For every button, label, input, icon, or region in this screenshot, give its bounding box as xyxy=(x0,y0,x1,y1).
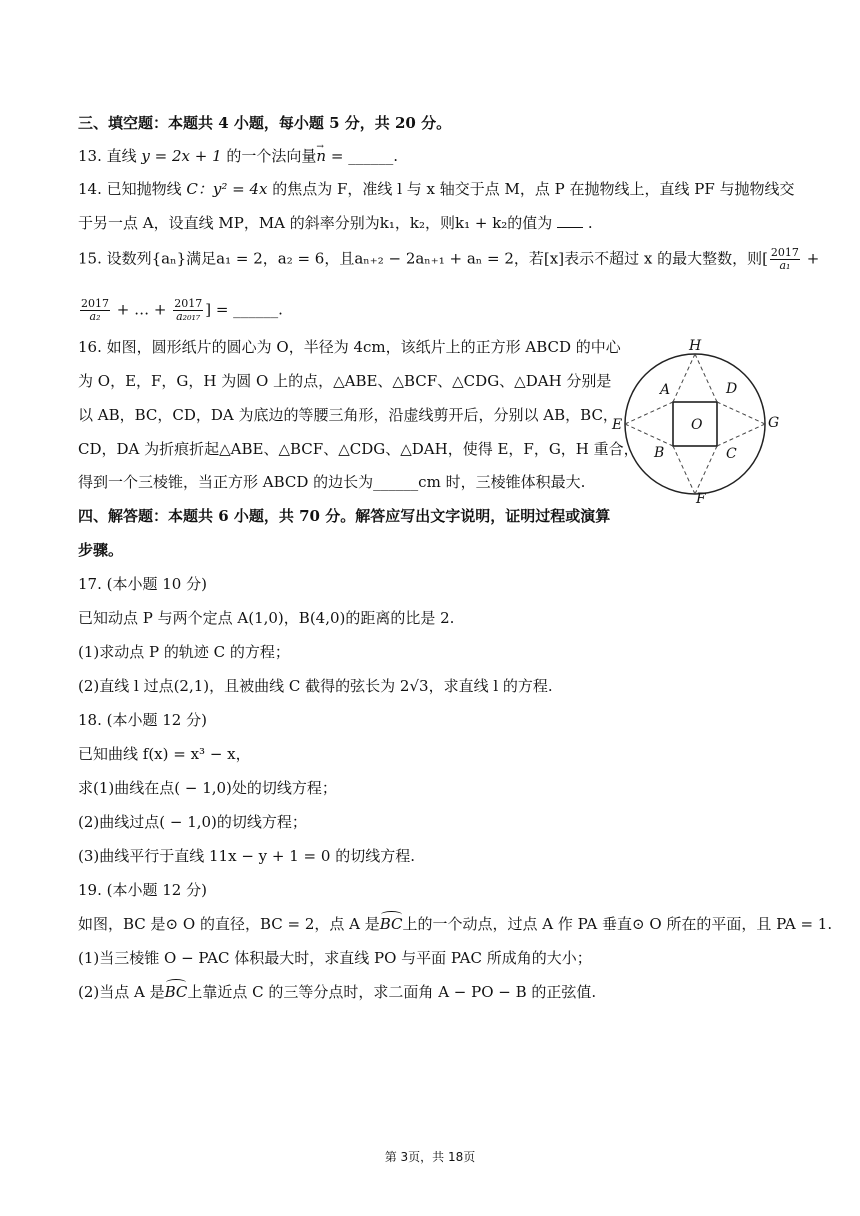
q17-title: 17. (本小题 10 分) xyxy=(78,575,207,593)
q15-frac1-denominator: a₁ xyxy=(779,259,791,272)
question-16-line-5: 得到一个三棱锥，当正方形 ABCD 的边长为______cm 时，三棱锥体积最大. xyxy=(78,473,586,491)
q18-title: 18. (本小题 12 分) xyxy=(78,711,207,729)
q17-part-2: (2)直线 l 过点(2,1)，且被曲线 C 截得的弦长为 2√3，求直线 l 的方程. xyxy=(78,677,553,695)
q14-line1-pre: 14. 已知抛物线 xyxy=(78,180,187,198)
question-14-line-1 xyxy=(78,179,795,199)
label-d: D xyxy=(726,381,738,397)
q17-part-1: (1)求动点 P 的轨迹 C 的方程； xyxy=(78,643,290,661)
circle-square-figure xyxy=(600,336,790,506)
label-h: H xyxy=(689,338,702,354)
question-16-line-3: 以 AB，BC，CD，DA 为底边的等腰三角形，沿虚线剪开后，分别以 AB，BC， xyxy=(78,406,618,424)
label-f: F xyxy=(696,491,706,506)
q13-pre: 13. 直线 xyxy=(78,147,142,165)
label-c: C xyxy=(726,446,737,462)
label-b: B xyxy=(654,445,665,461)
q13-mid: 的一个法向量 xyxy=(221,147,317,165)
label-g: G xyxy=(768,415,780,431)
section-4-heading-line-1: 四、解答题：本题共 6 小题，共 70 分。解答应写出文字说明，证明过程或演算 xyxy=(78,507,611,525)
question-16-line-1: 16. 如图，圆形纸片的圆心为 O，半径为 4cm，该纸片上的正方形 ABCD 的中心 xyxy=(78,338,621,356)
section-4-heading-line-2: 步骤。 xyxy=(78,541,124,559)
q18-part-2: (2)曲线过点( − 1,0)的切线方程； xyxy=(78,813,307,831)
label-a: A xyxy=(660,382,671,398)
q14-answer-blank xyxy=(557,213,583,228)
q15-frac3-denominator: a₂₀₁₇ xyxy=(176,310,201,323)
q14-line1-post: 的焦点为 F，准线 l 与 x 轴交于点 M，点 P 在抛物线上，直线 PF 与抛物线交 xyxy=(267,180,795,198)
q15-line1: 15. 设数列{aₙ}满足a₁ = 2，a₂ = 6，且aₙ₊₂ − 2aₙ₊₁ + aₙ = 2，若[x]表示不超过 x 的最大整数，则[ xyxy=(78,249,768,268)
q18-part-3: (3)曲线平行于直线 11x − y + 1 = 0 的切线方程. xyxy=(78,847,415,865)
question-15-line-2 xyxy=(78,298,283,323)
q13-vector: → n xyxy=(316,146,326,166)
q19-stem-pre: 如图，BC 是⊙ O 的直径，BC = 2，点 A 是 xyxy=(78,915,380,933)
q15-frac2-numerator: 2017 xyxy=(81,297,109,310)
question-14-line-2 xyxy=(78,213,593,233)
q15-frac1-numerator: 2017 xyxy=(770,246,799,259)
q15-plus: + xyxy=(801,249,820,268)
q15-fraction-3 xyxy=(173,298,203,323)
q15-frac2-denominator: a₂ xyxy=(89,310,101,323)
q18-part-1: 求(1)曲线在点( − 1,0)处的切线方程； xyxy=(78,779,337,797)
q14-line1-formula: C：y² = 4x xyxy=(186,180,268,198)
question-16-line-4: CD，DA 为折痕折起△ABE、△BCF、△CDG、△DAH，使得 E，F，G，H 重合， xyxy=(78,440,639,458)
label-o: O xyxy=(691,417,703,433)
label-e: E xyxy=(612,417,623,433)
q19-arc-bc: BC xyxy=(379,915,403,933)
q19-title: 19. (本小题 12 分) xyxy=(78,881,207,899)
q13-formula: y = 2x + 1 xyxy=(141,147,222,165)
q19-part2-pre: (2)当点 A 是 xyxy=(78,983,165,1001)
q19-stem xyxy=(78,914,832,934)
q15-middle: + … + xyxy=(112,300,172,319)
q19-part2-post: 上靠近点 C 的三等分点时，求二面角 A − PO − B 的正弦值. xyxy=(187,983,597,1001)
question-13 xyxy=(78,146,398,166)
q15-fraction-1 xyxy=(770,247,800,272)
q19-stem-post: 上的一个动点，过点 A 作 PA 垂直⊙ O 所在的平面，且 PA = 1. xyxy=(402,915,833,933)
section-3-heading: 三、填空题：本题共 4 小题，每小题 5 分，共 20 分。 xyxy=(78,114,452,132)
q13-post: = ______. xyxy=(326,147,398,165)
q15-frac3-numerator: 2017 xyxy=(174,297,203,310)
q15-fraction-2 xyxy=(80,298,110,323)
q17-stem: 已知动点 P 与两个定点 A(1,0)，B(4,0)的距离的比是 2. xyxy=(78,609,455,627)
q19-part2-arc-bc: BC xyxy=(164,983,188,1001)
q15-end: ] = ______. xyxy=(205,300,283,319)
q14-line2-end: . xyxy=(587,214,593,232)
q19-part-2 xyxy=(78,982,596,1002)
question-15-line-1 xyxy=(78,247,819,272)
q14-line2: 于另一点 A，设直线 MP，MA 的斜率分别为k₁，k₂，则k₁ + k₂的值为 xyxy=(78,214,553,232)
q18-stem: 已知曲线 f(x) = x³ − x， xyxy=(78,745,251,763)
question-16-line-2: 为 O，E，F，G，H 为圆 O 上的点，△ABE、△BCF、△CDG、△DAH 分别是 xyxy=(78,372,612,390)
q19-part-1: (1)当三棱锥 O − PAC 体积最大时，求直线 PO 与平面 PAC 所成角的大小； xyxy=(78,949,592,967)
page-footer: 第 3页，共 18页 xyxy=(384,1150,476,1164)
